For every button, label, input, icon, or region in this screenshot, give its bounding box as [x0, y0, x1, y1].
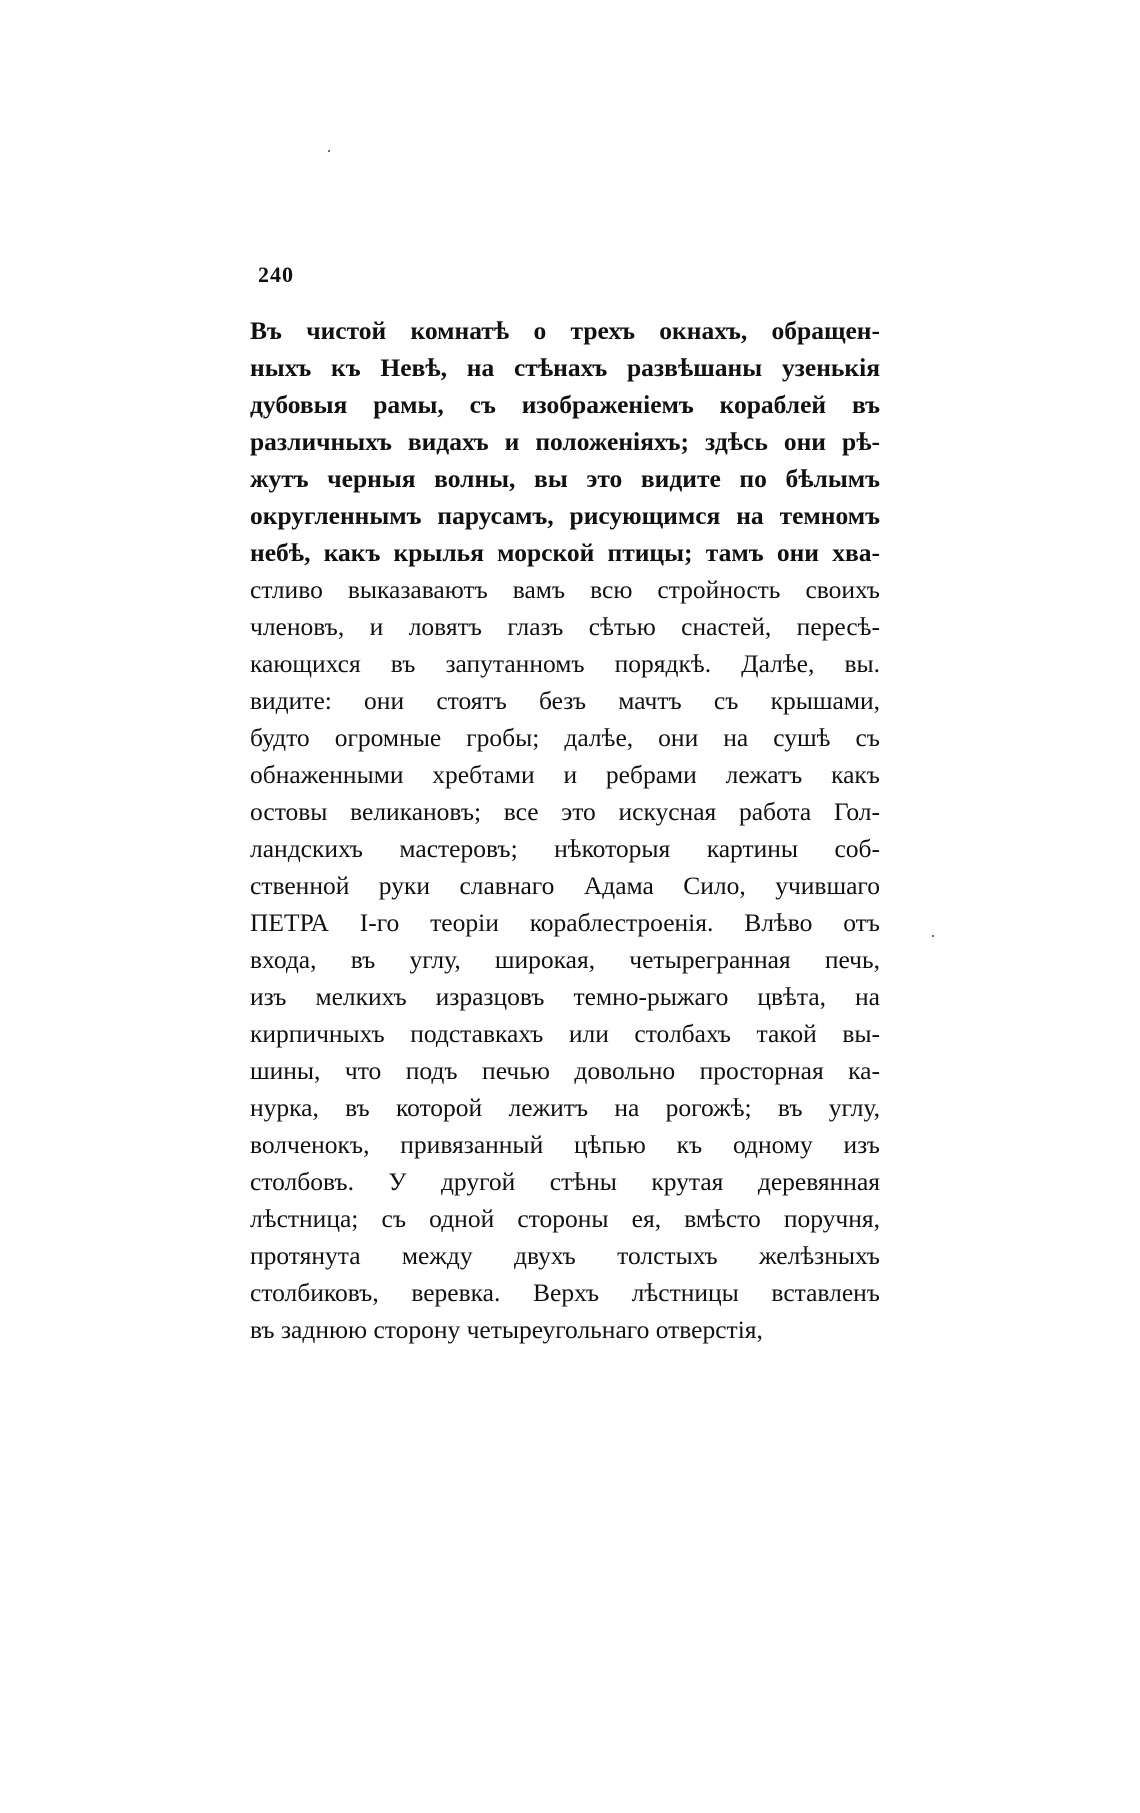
text-line: жутъ черныя волны, вы это видите по бѣлымъ: [250, 464, 880, 493]
text-line: будто огромные гробы; далѣе, они на сушѣ съ: [250, 723, 880, 752]
text-line: изъ мелкихъ изразцовъ темно-рыжаго цвѣта, на: [250, 982, 880, 1011]
text-line: членовъ, и ловятъ глазъ сѣтью снастей, пересѣ-: [250, 612, 880, 641]
scan-speck: [328, 150, 330, 152]
text-line: шины, что подъ печью довольно просторная ка-: [250, 1056, 880, 1085]
text-line: обнаженными хребтами и ребрами лежатъ какъ: [250, 760, 880, 789]
page-number: 240: [258, 262, 294, 287]
text-line: столбиковъ, веревка. Верхъ лѣстницы вставленъ: [250, 1278, 880, 1307]
text-line: различныхъ видахъ и положеніяхъ; здѣсь они рѣ-: [250, 427, 880, 456]
text-line: нурка, въ которой лежитъ на рогожѣ; въ углу,: [250, 1093, 880, 1122]
text-line: ныхъ къ Невѣ, на стѣнахъ развѣшаны узенькія: [250, 353, 880, 382]
scan-speck: [932, 935, 934, 937]
text-line: стливо выказаваютъ вамъ всю стройность своихъ: [250, 575, 880, 604]
text-line: протянута между двухъ толстыхъ желѣзныхъ: [250, 1241, 880, 1270]
text-line: ландскихъ мастеровъ; нѣкоторыя картины соб-: [250, 834, 880, 863]
text-line: кающихся въ запутанномъ порядкѣ. Далѣе, вы.: [250, 649, 880, 678]
text-line: ственной руки славнаго Адама Сило, учившаго: [250, 871, 880, 900]
text-line: видите: они стоятъ безъ мачтъ съ крышами,: [250, 686, 880, 715]
text-line: кирпичныхъ подставкахъ или столбахъ такой вы-: [250, 1019, 880, 1048]
text-line: ПЕТРА І-го теоріи кораблестроенія. Влѣво отъ: [250, 908, 880, 937]
text-line: въ заднюю сторону четыреугольнаго отверстія,: [250, 1315, 763, 1344]
body-text: [250, 312, 880, 1348]
text-line: лѣстница; съ одной стороны ея, вмѣсто поручня,: [250, 1204, 880, 1233]
text-line: округленнымъ парусамъ, рисующимся на темномъ: [250, 501, 880, 530]
text-line: дубовыя рамы, съ изображеніемъ кораблей въ: [250, 390, 880, 419]
text-line: остовы великановъ; все это искусная работа Гол-: [250, 797, 880, 826]
text-line: Въ чистой комнатѣ о трехъ окнахъ, обращен-: [250, 316, 880, 345]
text-line: столбовъ. У другой стѣны крутая деревянная: [250, 1167, 880, 1196]
text-line: небѣ, какъ крылья морской птицы; тамъ они хва-: [250, 538, 880, 567]
text-line: волченокъ, привязанный цѣпью къ одному изъ: [250, 1130, 880, 1159]
text-line: входа, въ углу, широкая, четырегранная печь,: [250, 945, 880, 974]
